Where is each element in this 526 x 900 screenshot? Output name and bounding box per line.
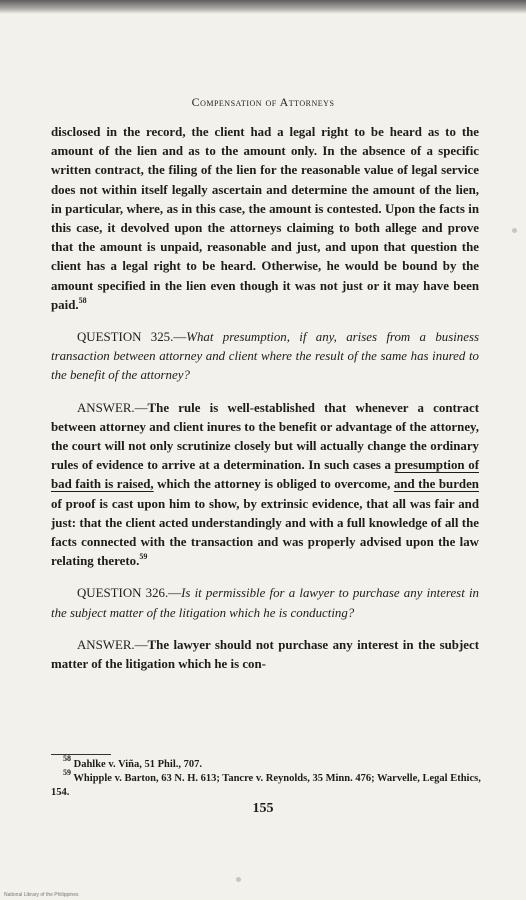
answer-325-label: ANSWER.— <box>77 400 148 415</box>
footnote-ref-58: 58 <box>78 295 87 305</box>
footnote-59: $^{59}$ Whipple v. Barton, 63 N. H. 613; Tancre v. Reynolds, 35 Minn. 476; Warvelle, Legal Ethics, 154. <box>51 768 481 798</box>
question-325 <box>51 328 479 386</box>
question-325-label: QUESTION 325.— <box>77 330 187 345</box>
paragraph-continuation: disclosed in the record, the client had a legal right to be heard as to the amount of the lien and as to the amount only. In the absence of a specific written contract, the filing of the lien for the reasonable value of legal service does not within itself legally ascertain and determine the amount of the lien, in particular, where, as in this case, the amount is contested. Upon the facts in this case, it devolved upon the attorneys claiming to both allege and prove that the amount is unpaid, reasonable and just, and upon that question the client has a legal right to be heard. Otherwise, he would be bound by the amount specified in the lien even though it was not just or it may have been paid.$^{58}$ <box>51 125 479 312</box>
body-text <box>51 123 479 674</box>
question-326-label: QUESTION 326.— <box>77 586 182 601</box>
scan-top-edge <box>0 0 526 14</box>
running-header: Compensation of Attorneys <box>191 95 335 109</box>
answer-326: ANSWER.—The lawyer should not purchase any interest in the subject matter of the litigation which he is con- <box>51 637 479 672</box>
answer-325: ANSWER.—The rule is well-established that whenever a contract between attorney and client inures to the benefit or advantage of the attorney, the court will not only scrutinize closely but will actually change the ordinary rules of evidence to arrive at a determination. In such cases a presumption of bad faith is raised, which the attorney is obliged to overcome, and the burden of proof is cast upon him to show, by extrinsic evidence, that all was fair and just: that the client acted understandingly and with a full knowledge of all the facts connected with the transaction and was properly advised upon the law relating thereto.$^{59}$ <box>51 400 479 569</box>
footnotes <box>51 754 481 800</box>
footnote-ref-59: 59 <box>139 552 148 562</box>
question-326 <box>51 584 479 622</box>
scan-speck <box>512 228 517 233</box>
underlined-phrase: presumption of bad faith is raised, <box>51 458 479 492</box>
question-325-text: What presumption, if any, arises from a business transaction between attorney and client where the result of the same has inured to the benefit of the attorney? <box>51 330 480 383</box>
footnote-58: $^{58}$ Dahlke v. Viña, 51 Phil., 707. <box>63 754 202 770</box>
scan-speck <box>236 877 241 882</box>
question-326-text: Is it permissible for a lawyer to purchase any interest in the subject matter of the litigation which he is conducting? <box>51 586 479 620</box>
underlined-phrase: and the burden <box>393 477 479 492</box>
page-number: 155 <box>252 801 274 816</box>
answer-326-label: ANSWER.— <box>77 637 148 652</box>
scan-footer: National Library of the Philippines <box>4 892 79 898</box>
footnote-divider <box>51 754 111 755</box>
